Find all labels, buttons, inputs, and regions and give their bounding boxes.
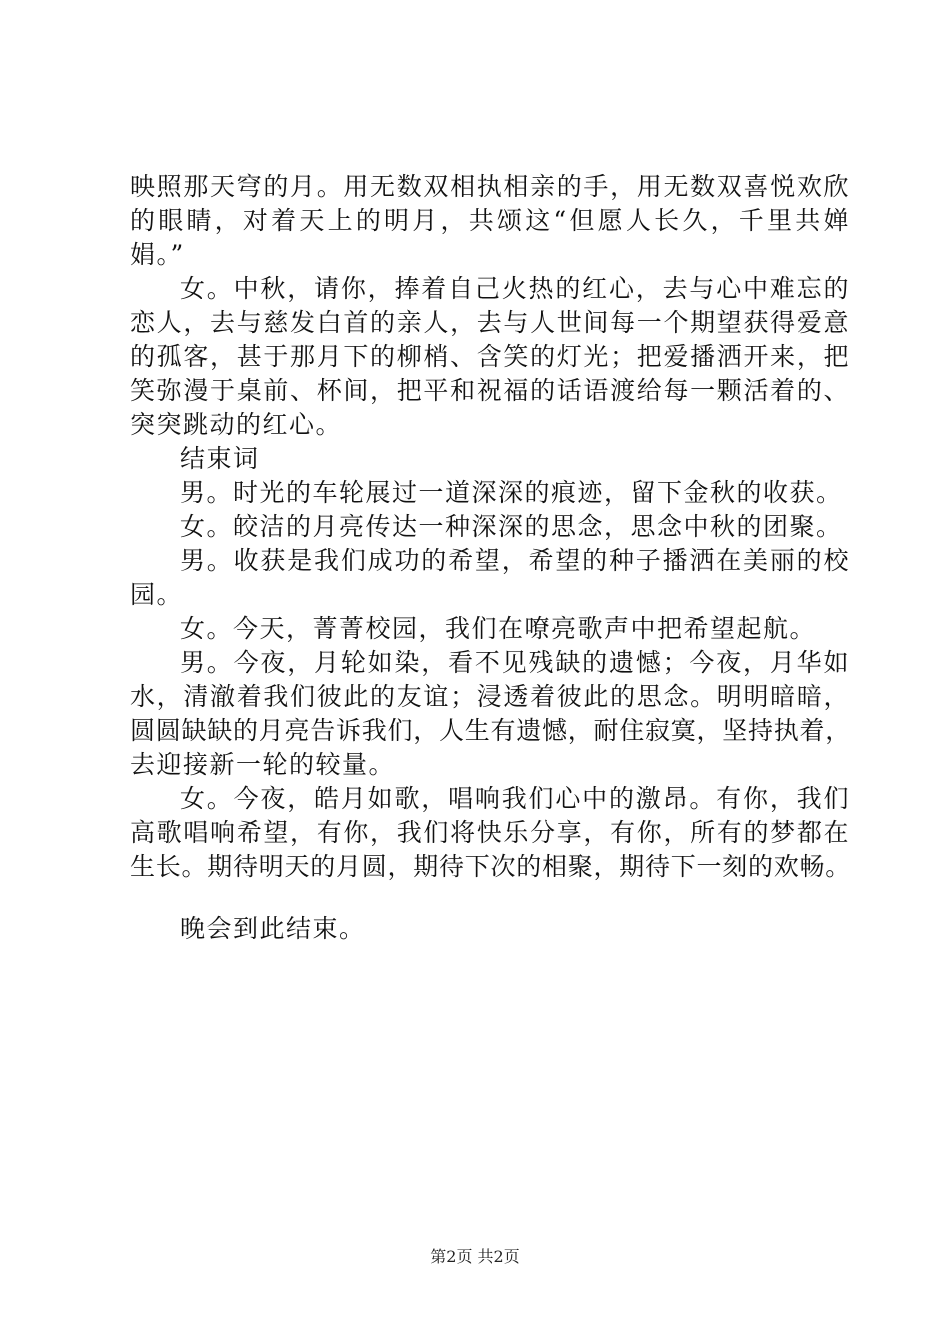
text-line: 突突跳动的红心。: [130, 410, 343, 439]
closing-line: 晚会到此结束。: [180, 914, 366, 943]
text-line: 映照那天穹的月。用无数双相执相亲的手，用无数双喜悦欢欣: [130, 172, 850, 201]
text-line: 女。今夜，皓月如歌，唱响我们心中的激昂。有你，我们: [180, 784, 850, 813]
text-line: 女。今天，菁菁校园，我们在嘹亮歌声中把希望起航。: [180, 614, 817, 643]
text-line: 圆圆缺缺的月亮告诉我们，人生有遗憾，耐住寂寞，坚持执着，: [130, 716, 852, 745]
text-line: 生长。期待明天的月圆，期待下次的相聚，期待下一刻的欢畅。: [130, 852, 852, 881]
text-line: 娟。”: [130, 240, 185, 269]
text-line: 去迎接新一轮的较量。: [130, 750, 396, 779]
text-line: 男。今夜，月轮如染，看不见残缺的遗憾；今夜，月华如: [180, 648, 850, 677]
text-line: 女。皎洁的月亮传达一种深深的思念，思念中秋的团聚。: [180, 512, 843, 541]
section-heading: 结束词: [180, 444, 260, 473]
text-line: 恋人，去与慈发白首的亲人，去与人世间每一个期望获得爱意: [130, 308, 850, 337]
document-body: [130, 170, 850, 946]
text-line: 男。收获是我们成功的希望，希望的种子播洒在美丽的校: [180, 546, 850, 575]
page-number-footer: 第2页 共2页: [430, 1247, 520, 1266]
text-line: 笑弥漫于桌前、杯间，把平和祝福的话语渡给每一颗活着的、: [130, 376, 850, 405]
text-line: 男。时光的车轮展过一道深深的痕迹，留下金秋的收获。: [180, 478, 843, 507]
text-line: 女。中秋，请你，捧着自己火热的红心，去与心中难忘的: [180, 274, 850, 303]
text-line: 的眼睛，对着天上的明月，共颂这“但愿人长久，千里共婵: [130, 206, 850, 235]
text-line: 高歌唱响希望，有你，我们将快乐分享，有你，所有的梦都在: [130, 818, 850, 847]
text-line: 园。: [130, 580, 184, 609]
text-line: 的孤客，甚于那月下的柳梢、含笑的灯光；把爱播洒开来，把: [130, 342, 850, 371]
text-line: 水，清澈着我们彼此的友谊；浸透着彼此的思念。明明暗暗，: [130, 682, 850, 711]
